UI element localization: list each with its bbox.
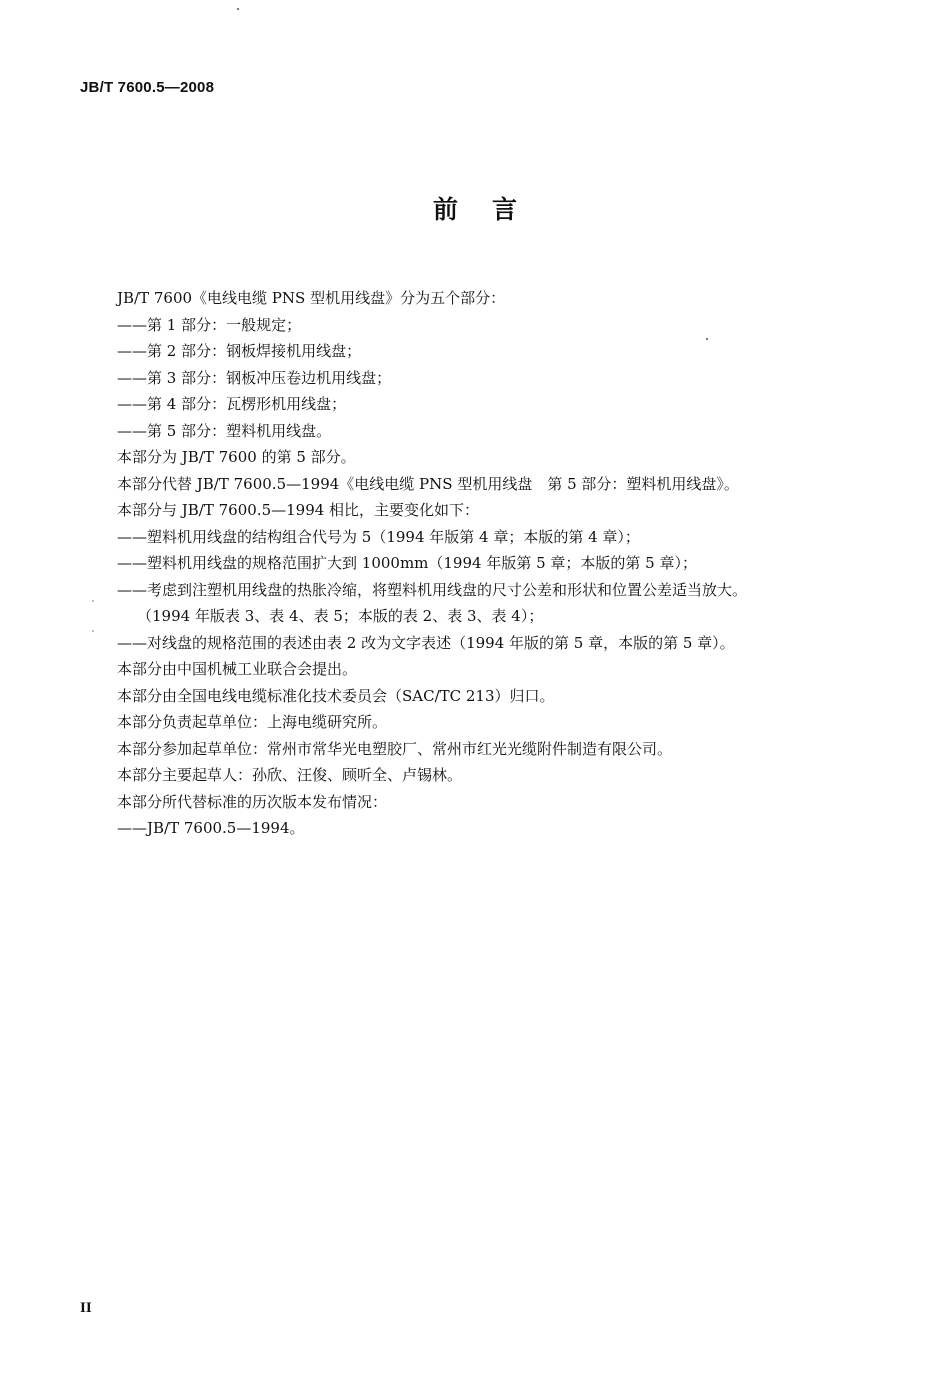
scan-speck [237, 8, 239, 10]
list-item: ——第 1 部分：一般规定； [117, 315, 302, 334]
page-number: II [80, 1300, 92, 1316]
list-item: ——JB/T 7600.5—1994。 [117, 819, 305, 837]
text-line: 本部分主要起草人：孙欣、汪俊、顾听全、卢锡林。 [117, 766, 463, 784]
list-item: ——第 2 部分：钢板焊接机用线盘； [117, 342, 362, 360]
document-code: JB/T 7600.5—2008 [80, 79, 215, 96]
list-item-continuation: （1994 年版表 3、表 4、表 5；本版的表 2、表 3、表 4）； [137, 607, 544, 625]
list-item: ——塑料机用线盘的结构组合代号为 5（1994 年版第 4 章；本版的第 4 章）； [117, 527, 640, 546]
text-line: 本部分负责起草单位：上海电缆研究所。 [117, 713, 388, 731]
text-line: 本部分代替 JB/T 7600.5—1994《电线电缆 PNS 型机用线盘 第 5 部分：塑料机用线盘》。 [117, 474, 739, 493]
text-line: 本部分为 JB/T 7600 的第 5 部分。 [117, 448, 356, 466]
page-title: 前言 [432, 195, 551, 224]
text-line: JB/T 7600《电线电缆 PNS 型机用线盘》分为五个部分： [117, 289, 506, 307]
text-line: 本部分由中国机械工业联合会提出。 [117, 660, 358, 678]
list-item: ——第 4 部分：瓦楞形机用线盘； [117, 395, 347, 413]
scan-speck [706, 338, 708, 340]
scan-speck [92, 600, 94, 602]
text-line: 本部分参加起草单位：常州市常华光电塑胶厂、常州市红光光缆附件制造有限公司。 [117, 739, 673, 758]
text-line: 本部分所代替标准的历次版本发布情况： [117, 792, 388, 811]
foreword-body [117, 285, 897, 842]
list-item: ——塑料机用线盘的规格范围扩大到 1000mm（1994 年版第 5 章；本版的第 5 章）； [117, 554, 697, 572]
text-line: 本部分由全国电线电缆标准化技术委员会（SAC/TC 213）归口。 [117, 686, 555, 705]
scan-speck [92, 630, 94, 632]
list-item: ——对线盘的规格范围的表述由表 2 改为文字表述（1994 年版的第 5 章，本版的第 5 章）。 [117, 633, 735, 652]
list-item: ——第 5 部分：塑料机用线盘。 [117, 421, 332, 440]
list-item: ——考虑到注塑机用线盘的热胀冷缩，将塑料机用线盘的尺寸公差和形状和位置公差适当放大。 [117, 580, 748, 599]
list-item: ——第 3 部分：钢板冲压卷边机用线盘； [117, 368, 392, 387]
text-line: 本部分与 JB/T 7600.5—1994 相比，主要变化如下： [117, 501, 480, 519]
